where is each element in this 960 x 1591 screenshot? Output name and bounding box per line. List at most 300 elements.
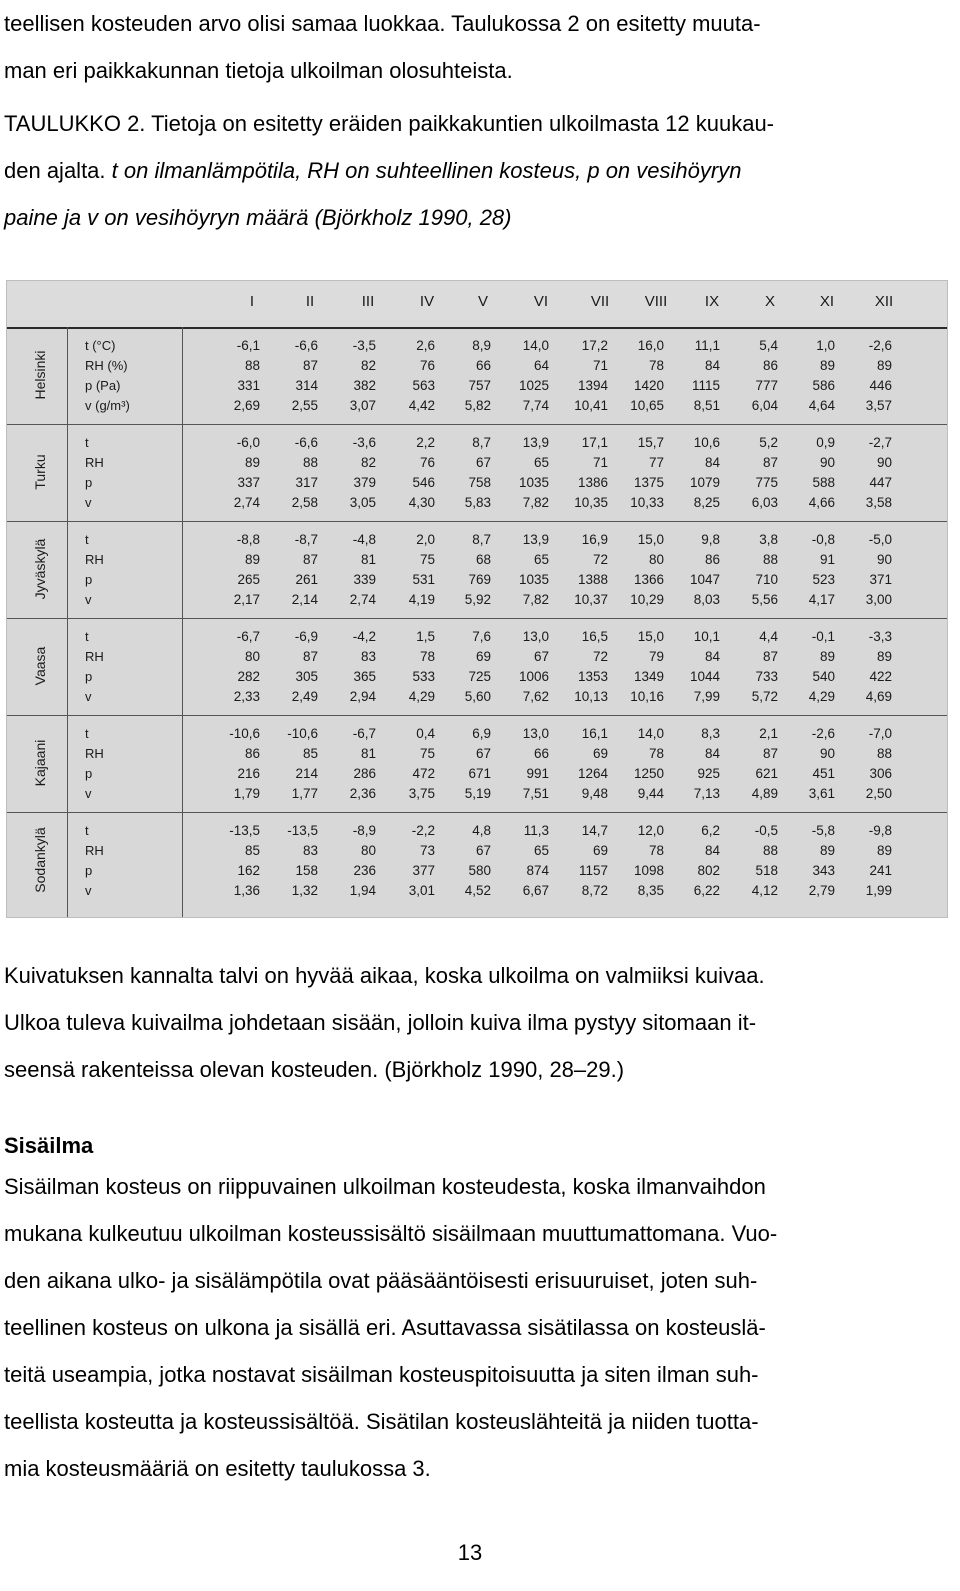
paragraph-line: Kuivatuksen kannalta talvi on hyvää aikaa, koska ulkoilma on valmiiksi kuivaa.: [4, 963, 765, 988]
table-cell: 1006: [518, 669, 549, 684]
caption-line: paine ja v on vesihöyryn määrä (Björkholz 1990, 28): [4, 205, 512, 230]
table-cell: 6,03: [751, 495, 778, 510]
table-cell: 87: [762, 455, 778, 470]
table-cell: 4,52: [464, 883, 491, 898]
parameter-label: p: [85, 766, 93, 781]
month-header: IX: [704, 293, 720, 310]
table-cell: 305: [295, 669, 318, 684]
table-cell: 2,74: [233, 495, 260, 510]
table-cell: 5,60: [464, 689, 491, 704]
table-cell: 16,5: [581, 629, 608, 644]
table-cell: 1,5: [416, 629, 435, 644]
table-cell: 777: [755, 378, 778, 393]
section-heading: Sisäilma: [4, 1133, 94, 1158]
table-cell: 77: [648, 455, 664, 470]
table-cell: 71: [592, 358, 608, 373]
city-label: Jyväskylä: [32, 538, 48, 600]
table-cell: 236: [353, 863, 376, 878]
intro-paragraph: [4, 0, 954, 94]
header-divider: [7, 327, 947, 329]
table-cell: 725: [468, 669, 491, 684]
table-cell: 8,51: [693, 398, 720, 413]
parameter-label: p: [85, 863, 93, 878]
table-cell: 1366: [633, 572, 664, 587]
month-header: XI: [819, 293, 835, 310]
table-cell: 69: [592, 746, 608, 761]
table-cell: -2,7: [868, 435, 892, 450]
parameter-label: v: [85, 689, 92, 704]
table-cell: 5,4: [759, 338, 778, 353]
table-cell: 89: [819, 843, 835, 858]
table-cell: 3,61: [808, 786, 835, 801]
table-cell: 80: [244, 649, 260, 664]
table-cell: 3,8: [759, 532, 778, 547]
table-cell: -6,6: [294, 338, 318, 353]
table-cell: 5,72: [751, 689, 778, 704]
table-cell: 87: [302, 552, 318, 567]
table-cell: 874: [526, 863, 549, 878]
table-cell: 3,57: [865, 398, 892, 413]
group-divider: [7, 424, 947, 425]
table-cell: 7,62: [522, 689, 549, 704]
table-cell: 12,0: [637, 823, 664, 838]
table-cell: -8,7: [294, 532, 318, 547]
table-cell: 758: [468, 475, 491, 490]
table-cell: 88: [762, 843, 778, 858]
table-cell: 5,56: [751, 592, 778, 607]
table-cell: 4,12: [751, 883, 778, 898]
table-cell: 1,36: [233, 883, 260, 898]
table-cell: 563: [412, 378, 435, 393]
table-cell: 2,33: [233, 689, 260, 704]
table-cell: 802: [697, 863, 720, 878]
table-cell: 79: [648, 649, 664, 664]
table-cell: 1388: [577, 572, 608, 587]
caption-description: t on ilmanlämpötila, RH on suhteellinen kosteus, p on vesihöyryn: [105, 158, 742, 183]
table-cell: 14,0: [522, 338, 549, 353]
table-cell: 531: [412, 572, 435, 587]
table-cell: 3,58: [865, 495, 892, 510]
table-cell: -6,7: [236, 629, 260, 644]
table-cell: 546: [412, 475, 435, 490]
table-cell: 1157: [578, 863, 608, 878]
table-cell: 82: [360, 455, 376, 470]
table-cell: -13,5: [229, 823, 260, 838]
table-cell: 1035: [518, 475, 549, 490]
month-header: II: [305, 293, 315, 310]
parameter-label: t: [85, 823, 89, 838]
table-cell: 518: [755, 863, 778, 878]
table-cell: 8,9: [472, 338, 491, 353]
table-cell: 1353: [577, 669, 608, 684]
table-cell: 4,89: [751, 786, 778, 801]
table-cell: 8,03: [693, 592, 720, 607]
table-cell: 14,0: [637, 726, 664, 741]
table-cell: 89: [244, 552, 260, 567]
table-cell: 1,99: [865, 883, 892, 898]
table-cell: -3,5: [352, 338, 376, 353]
table-cell: 86: [244, 746, 260, 761]
table-cell: 65: [533, 455, 549, 470]
table-cell: 3,00: [865, 592, 892, 607]
table-cell: -3,3: [868, 629, 892, 644]
table-cell: 337: [237, 475, 260, 490]
table-cell: 1386: [577, 475, 608, 490]
month-header: VI: [533, 293, 549, 310]
table-cell: 66: [475, 358, 491, 373]
table-cell: 81: [360, 552, 376, 567]
table-cell: 4,64: [808, 398, 835, 413]
table-cell: 8,25: [693, 495, 720, 510]
table-cell: 13,0: [522, 726, 549, 741]
table-cell: 75: [419, 746, 435, 761]
parameter-label: t: [85, 726, 89, 741]
table-cell: 78: [419, 649, 435, 664]
table-cell: 2,14: [291, 592, 318, 607]
table-cell: 377: [412, 863, 435, 878]
table-cell: 13,9: [522, 532, 549, 547]
group-divider: [7, 618, 947, 619]
table-cell: 89: [819, 358, 835, 373]
table-cell: 4,42: [408, 398, 435, 413]
table-cell: 78: [648, 746, 664, 761]
table-cell: 4,66: [808, 495, 835, 510]
table-cell: 7,82: [522, 592, 549, 607]
table-cell: 17,1: [581, 435, 608, 450]
table-cell: 8,7: [472, 532, 491, 547]
table-cell: 67: [475, 843, 491, 858]
parameter-label: RH: [85, 649, 104, 664]
table-cell: 87: [762, 649, 778, 664]
table-cell: 84: [704, 455, 720, 470]
table-cell: -4,2: [352, 629, 376, 644]
table-cell: 6,9: [472, 726, 491, 741]
table-cell: 1394: [577, 378, 608, 393]
table-cell: -5,8: [811, 823, 835, 838]
intro-line: man eri paikkakunnan tietoja ulkoilman olosuhteista.: [4, 58, 513, 83]
table-cell: 314: [295, 378, 318, 393]
table-cell: 365: [353, 669, 376, 684]
table-cell: 78: [648, 843, 664, 858]
table-cell: 925: [697, 766, 720, 781]
table-cell: 0,9: [816, 435, 835, 450]
table-cell: -6,6: [294, 435, 318, 450]
table-cell: 10,35: [574, 495, 608, 510]
table-cell: 73: [419, 843, 435, 858]
table-cell: 9,48: [581, 786, 608, 801]
table-cell: 2,2: [416, 435, 435, 450]
table-cell: 7,6: [472, 629, 491, 644]
table-cell: 621: [755, 766, 778, 781]
table-cell: 8,3: [701, 726, 720, 741]
table-cell: 83: [360, 649, 376, 664]
table-cell: 9,8: [701, 532, 720, 547]
table-cell: 6,04: [751, 398, 778, 413]
caption-line: TAULUKKO 2. Tietoja on esitetty eräiden paikkakuntien ulkoilmasta 12 kuukau-: [4, 111, 774, 136]
table-cell: 991: [526, 766, 549, 781]
table-cell: 8,72: [581, 883, 608, 898]
column-divider: [182, 327, 183, 917]
table-header-row: [7, 281, 947, 327]
parameter-label: RH: [85, 552, 104, 567]
table-cell: 10,33: [630, 495, 664, 510]
parameter-label: t: [85, 435, 89, 450]
table-cell: 68: [475, 552, 491, 567]
table-cell: 87: [302, 649, 318, 664]
table-cell: 7,74: [522, 398, 549, 413]
table-cell: 2,55: [291, 398, 318, 413]
table-cell: 7,99: [693, 689, 720, 704]
month-header: V: [477, 293, 488, 310]
table-cell: 343: [812, 863, 835, 878]
table-cell: -6,7: [352, 726, 376, 741]
table-cell: 67: [475, 746, 491, 761]
caption-lead: den ajalta.: [4, 158, 106, 183]
month-header: VII: [590, 293, 610, 310]
table-cell: 15,7: [637, 435, 664, 450]
table-cell: 379: [353, 475, 376, 490]
table-cell: 72: [592, 649, 608, 664]
table-cell: 1025: [518, 378, 549, 393]
city-label: Helsinki: [32, 350, 48, 400]
table-cell: 10,41: [574, 398, 608, 413]
table-cell: 0,4: [416, 726, 435, 741]
table-cell: 7,82: [522, 495, 549, 510]
month-header: VIII: [644, 293, 668, 310]
table-cell: 2,58: [291, 495, 318, 510]
table-cell: 87: [762, 746, 778, 761]
paragraph-line: teitä useampia, jotka nostavat sisäilman kosteuspitoisuutta ja siten ilman suh-: [4, 1362, 759, 1387]
parameter-label: RH: [85, 746, 104, 761]
parameter-label: t (°C): [85, 338, 116, 353]
table-cell: 6,67: [522, 883, 549, 898]
table-cell: 4,8: [472, 823, 491, 838]
table-cell: 4,30: [408, 495, 435, 510]
table-cell: 87: [302, 358, 318, 373]
table-cell: 1035: [518, 572, 549, 587]
table-cell: 523: [812, 572, 835, 587]
table-cell: 89: [876, 649, 892, 664]
table-cell: 2,6: [416, 338, 435, 353]
parameter-label: v: [85, 883, 92, 898]
table-cell: 241: [869, 863, 892, 878]
table-cell: 586: [812, 378, 835, 393]
table-cell: 81: [360, 746, 376, 761]
table-cell: 2,69: [233, 398, 260, 413]
table-cell: 1250: [633, 766, 664, 781]
table-cell: 69: [475, 649, 491, 664]
table-cell: 10,16: [630, 689, 664, 704]
drying-paragraph: [4, 952, 954, 1093]
table-cell: 540: [812, 669, 835, 684]
parameter-label: RH (%): [85, 358, 128, 373]
table-cell: 80: [648, 552, 664, 567]
intro-line: teellisen kosteuden arvo olisi samaa luokkaa. Taulukossa 2 on esitetty muuta-: [4, 11, 761, 36]
table-cell: 72: [592, 552, 608, 567]
table-cell: 4,17: [808, 592, 835, 607]
page-number: 13: [457, 1540, 483, 1565]
parameter-label: p: [85, 572, 93, 587]
table-cell: 6,22: [693, 883, 720, 898]
table-cell: 11,3: [523, 823, 549, 838]
table-cell: 16,0: [637, 338, 664, 353]
table-cell: 4,29: [808, 689, 835, 704]
table-cell: 710: [755, 572, 778, 587]
table-cell: 6,2: [701, 823, 720, 838]
parameter-label: p: [85, 475, 93, 490]
table-cell: 82: [360, 358, 376, 373]
table-cell: 65: [533, 552, 549, 567]
table-cell: 533: [412, 669, 435, 684]
table-cell: 84: [704, 746, 720, 761]
table-cell: 331: [237, 378, 260, 393]
group-divider: [7, 521, 947, 522]
table-cell: 15,0: [637, 532, 664, 547]
table-cell: 451: [812, 766, 835, 781]
paragraph-line: mia kosteusmääriä on esitetty taulukossa 3.: [4, 1456, 431, 1481]
parameter-label: t: [85, 629, 89, 644]
table-cell: 10,37: [574, 592, 608, 607]
table-cell: 214: [295, 766, 318, 781]
table-cell: 85: [302, 746, 318, 761]
table-cell: 84: [704, 649, 720, 664]
table-cell: 286: [353, 766, 376, 781]
table-cell: 88: [302, 455, 318, 470]
table-cell: 1098: [633, 863, 664, 878]
table-cell: 472: [412, 766, 435, 781]
table-cell: 86: [762, 358, 778, 373]
table-cell: 371: [869, 572, 892, 587]
table-cell: 339: [353, 572, 376, 587]
table-cell: 317: [295, 475, 318, 490]
table-cell: 3,07: [349, 398, 376, 413]
table-cell: 1079: [689, 475, 720, 490]
paragraph-line: Ulkoa tuleva kuivailma johdetaan sisään, jolloin kuiva ilma pystyy sitomaan it-: [4, 1010, 757, 1035]
paragraph-line: den aikana ulko- ja sisälämpötila ovat pääsääntöisesti erisuuruiset, joten suh-: [4, 1268, 758, 1293]
table-cell: 4,19: [408, 592, 435, 607]
table-cell: 162: [237, 863, 260, 878]
table-cell: -2,6: [868, 338, 892, 353]
table-cell: 306: [869, 766, 892, 781]
table-cell: -9,8: [868, 823, 892, 838]
paragraph-line: teellista kosteutta ja kosteussisältöä. Sisätilan kosteuslähteitä ja niiden tuotta-: [4, 1409, 759, 1434]
paragraph-line: seensä rakenteissa olevan kosteuden. (Björkholz 1990, 28–29.): [4, 1057, 625, 1082]
parameter-label: RH: [85, 455, 104, 470]
table-cell: 16,9: [581, 532, 608, 547]
caption-line: [4, 147, 954, 194]
table-cell: 3,05: [349, 495, 376, 510]
table-cell: 10,65: [630, 398, 664, 413]
table-cell: 65: [533, 843, 549, 858]
table-cell: -10,6: [287, 726, 318, 741]
table-cell: 90: [876, 552, 892, 567]
table-cell: 4,69: [865, 689, 892, 704]
table-cell: 10,13: [574, 689, 608, 704]
table-cell: -5,0: [868, 532, 892, 547]
climate-data-table: [6, 280, 948, 918]
table-cell: 1,79: [233, 786, 260, 801]
paragraph-line: Sisäilman kosteus on riippuvainen ulkoilman kosteudesta, koska ilmanvaihdon: [4, 1174, 766, 1199]
table-cell: 66: [533, 746, 549, 761]
table-cell: 2,50: [865, 786, 892, 801]
table-cell: -13,5: [287, 823, 318, 838]
table-cell: 5,92: [464, 592, 491, 607]
table-cell: 775: [755, 475, 778, 490]
table-cell: 1,77: [291, 786, 318, 801]
table-cell: 265: [237, 572, 260, 587]
table-cell: 2,49: [291, 689, 318, 704]
table-cell: -6,9: [294, 629, 318, 644]
table-cell: 769: [468, 572, 491, 587]
table-cell: 733: [755, 669, 778, 684]
table-cell: -0,5: [754, 823, 778, 838]
table-cell: 5,2: [759, 435, 778, 450]
table-cell: -4,8: [352, 532, 376, 547]
table-cell: 88: [762, 552, 778, 567]
table-cell: 1,32: [291, 883, 318, 898]
table-cell: 69: [592, 843, 608, 858]
table-cell: 88: [876, 746, 892, 761]
table-cell: 1349: [633, 669, 664, 684]
column-divider: [67, 327, 68, 917]
table-cell: 671: [468, 766, 491, 781]
table-cell: 11,1: [694, 338, 720, 353]
table-cell: 3,75: [408, 786, 435, 801]
parameter-label: v: [85, 786, 92, 801]
table-cell: 7,13: [693, 786, 720, 801]
table-cell: 216: [237, 766, 260, 781]
table-cell: 13,0: [522, 629, 549, 644]
table-cell: 158: [295, 863, 318, 878]
month-header: XII: [874, 293, 894, 310]
table-cell: 83: [302, 843, 318, 858]
paragraph-line: teellinen kosteus on ulkona ja sisällä eri. Asuttavassa sisätilassa on kosteuslä-: [4, 1315, 766, 1340]
city-label: Sodankylä: [32, 827, 48, 893]
table-cell: 1115: [691, 378, 720, 393]
table-cell: 588: [812, 475, 835, 490]
table-cell: 10,1: [693, 629, 720, 644]
table-cell: 2,17: [233, 592, 260, 607]
table-cell: -0,1: [811, 629, 835, 644]
table-cell: 9,44: [637, 786, 664, 801]
table-cell: 580: [468, 863, 491, 878]
table-cell: 71: [592, 455, 608, 470]
parameter-label: p (Pa): [85, 378, 121, 393]
indoor-air-paragraph: [4, 1163, 954, 1492]
table-cell: 1264: [577, 766, 608, 781]
table-cell: 5,83: [464, 495, 491, 510]
table-cell: 17,2: [581, 338, 608, 353]
table-cell: 4,29: [408, 689, 435, 704]
table-cell: 90: [876, 455, 892, 470]
table-cell: 5,19: [464, 786, 491, 801]
parameter-label: t: [85, 532, 89, 547]
table-cell: 1044: [689, 669, 720, 684]
table-cell: 1375: [633, 475, 664, 490]
table-cell: 5,82: [464, 398, 491, 413]
table-cell: 89: [244, 455, 260, 470]
table-cell: 8,7: [472, 435, 491, 450]
group-divider: [7, 812, 947, 813]
table-cell: -6,1: [236, 338, 260, 353]
table-cell: 16,1: [581, 726, 608, 741]
table-cell: -6,0: [236, 435, 260, 450]
table-cell: 757: [468, 378, 491, 393]
table-cell: 447: [869, 475, 892, 490]
city-label: Turku: [32, 454, 48, 490]
group-divider: [7, 715, 947, 716]
table-cell: 75: [419, 552, 435, 567]
